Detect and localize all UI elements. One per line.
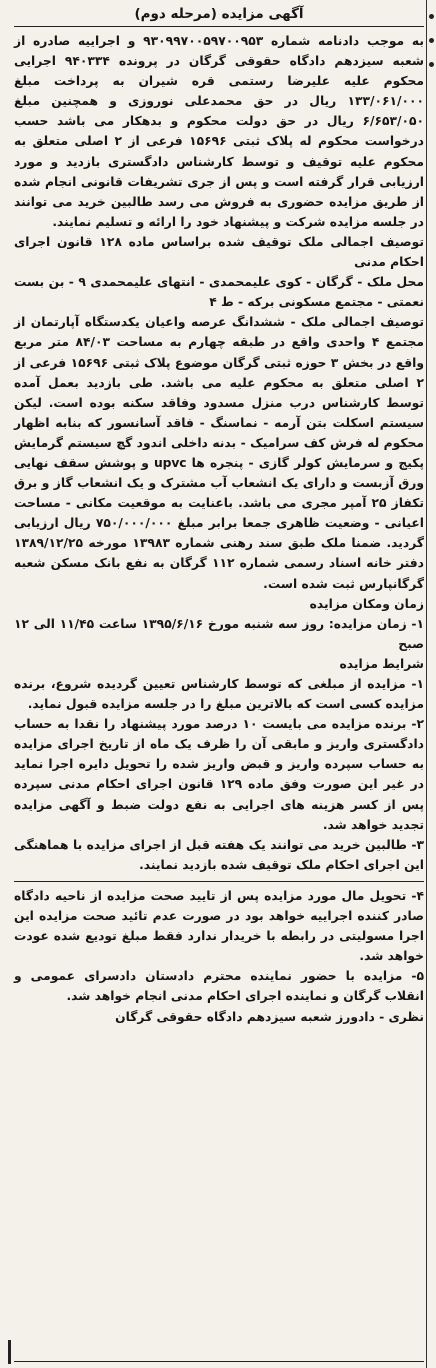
time-heading: زمان ومکان مزایده — [309, 596, 424, 611]
bottom-rule — [14, 1361, 424, 1362]
title-rule — [14, 26, 424, 27]
condition-1: ۱- مزایده از مبلغی که توسط کارشناس تعیین گردیده شروع، برنده مزایده کسی است که بالاترین مبلغ را در جلسه مزایده قبول نماید. — [14, 677, 424, 712]
condition-3: ۳- طالبین خرید می توانند یک هفته قبل از اجرای مزایده با هماهنگی این اجرای احکام ملک توقیف شده بازدید نمایند. — [14, 837, 424, 872]
condition-4: ۴- تحویل مال مورد مزایده پس از تایید صحت مزایده از ناحیه دادگاه صادر کننده اجراییه خواهد بود در صورت عدم تائید صحت مزایده این اجرا مسولیتی در رابطه با خریدار ندارد فقط مبلغ تودیع شده عودت خواهد شد. — [14, 888, 424, 964]
signature: نظری - دادورز شعبه سیزدهم دادگاه حقوقی گرگان — [115, 1009, 424, 1024]
notice-title: آگهی مزایده (مرحله دوم) — [134, 6, 304, 22]
conditions-heading: شرایط مزایده — [339, 656, 424, 671]
property-location: محل ملک - گرگان - کوی علیمحمدی - انتهای علیمحمدی ۹ - بن بست نعمتی - مجتمع مسکونی برکه - ط ۴ — [14, 275, 424, 310]
intro-paragraph: به موجب دادنامه شماره ۹۳۰۹۹۷۰۰۵۹۷۰۰۹۵۳ و اجراییه صادره از شعبه سیزدهم دادگاه حقوقی گرگان در پرونده ۹۴۰۳۳۴ اجرایی محکوم علیه علیرضا رستمی قره شیران به پرداخت مبلغ ۱۳۳/۰۶۱/۰۰۰ ریال در حق محمدعلی نوروزی و همچنین مبلغ ۶/۶۵۳/۰۵۰ ریال در حق دولت محکوم و بدهکار می باشد حسب درخواست محکوم له پلاک ثبتی ۱۵۶۹۶ فرعی از ۲ اصلی متعلق به محکوم علیه توقیف و توسط کارشناس دادگستری بازدید و مورد ارزیابی قرار گرفته است و پس از جری تشریفات قانونی انجام شده از طریق مزایده حضوری به فروش می رسد طالبین خرید می توانند در جلسه مزایده شرکت و پیشنهاد خود را ارائه و تسلیم نمایند. — [14, 34, 424, 229]
column-divider — [14, 881, 424, 882]
summary-heading: توصیف اجمالی ملک توقیف شده براساس ماده ۱۲۸ قانون اجرای احکام مدنی — [14, 234, 424, 270]
property-description: توصیف اجمالی ملک - ششدانگ عرصه واعیان یکدستگاه آپارتمان از مجتمع ۴ واحدی واقع در طبقه چهارم به مساحت ۸۴/۰۳ متر مربع واقع در بخش ۳ حوزه ثبتی گرگان موضوع پلاک ثبتی ۱۵۶۹۶ فرعی از ۲ اصلی متعلق به محکوم علیه می باشد. طی بازدید بعمل آمده توسط کارشناس درب منزل مسدود وفاقد سکنه بوده است. لیکن سیستم اسکلت بتن آرمه - نماسنگ - فاقد آسانسور که بنابه اظهار محکوم له فرش کف سرامیک - بدنه داخلی اندود گچ سیستم گرمایش پکیج و سرمایش کولر گازی - پنجره ها upvc و پوشش سقف نهایی ورق آزبست و دارای یک انشعاب آب مشترک و یک انشعاب گاز و برق تکفاز ۲۵ آمپر مجری می باشد. باعنایت به موقعیت مکانی - مساحت اعیانی - وضعیت ظاهری جمعا برابر مبلغ ۷۵۰/۰۰۰/۰۰۰ ریال ارزیابی گردید. ضمنا ملک طبق سند رهنی شماره ۱۳۹۸۳ مورخه ۱۳۸۹/۱۲/۲۵ دفتر خانه اسناد رسمی شماره ۱۱۲ گرگان به نفع بانک مسکن شعبه گرگانپارس ثبت شده است. — [14, 315, 425, 591]
bottom-tick — [8, 1340, 11, 1364]
auction-time: ۱- زمان مزایده: روز سه شنبه مورخ ۱۳۹۵/۶/۱۶ ساعت ۱۱/۴۵ الی ۱۲ صبح — [14, 616, 424, 651]
condition-5: ۵- مزایده با حضور نماینده محترم دادستان دادسرای عمومی و انقلاب گرگان و نماینده اجرای احکام مدنی انجام خواهد شد. — [14, 969, 424, 1004]
condition-2: ۲- برنده مزایده می بایست ۱۰ درصد مورد پیشنهاد را نقدا به حساب دادگستری واریز و مابقی آن را ظرف یک ماه از تاریخ اجرای مزایده به حساب سپرده واریز و قبض واریز شده را تحویل دایره اجرا نماید در غیر این صورت وفق ماده ۱۲۹ قانون اجرای احکام مدنی سپرده پس از کسر هزینه های اجرایی به نفع دولت ضبط و آگهی مزایده تجدید خواهد شد. — [14, 717, 424, 832]
